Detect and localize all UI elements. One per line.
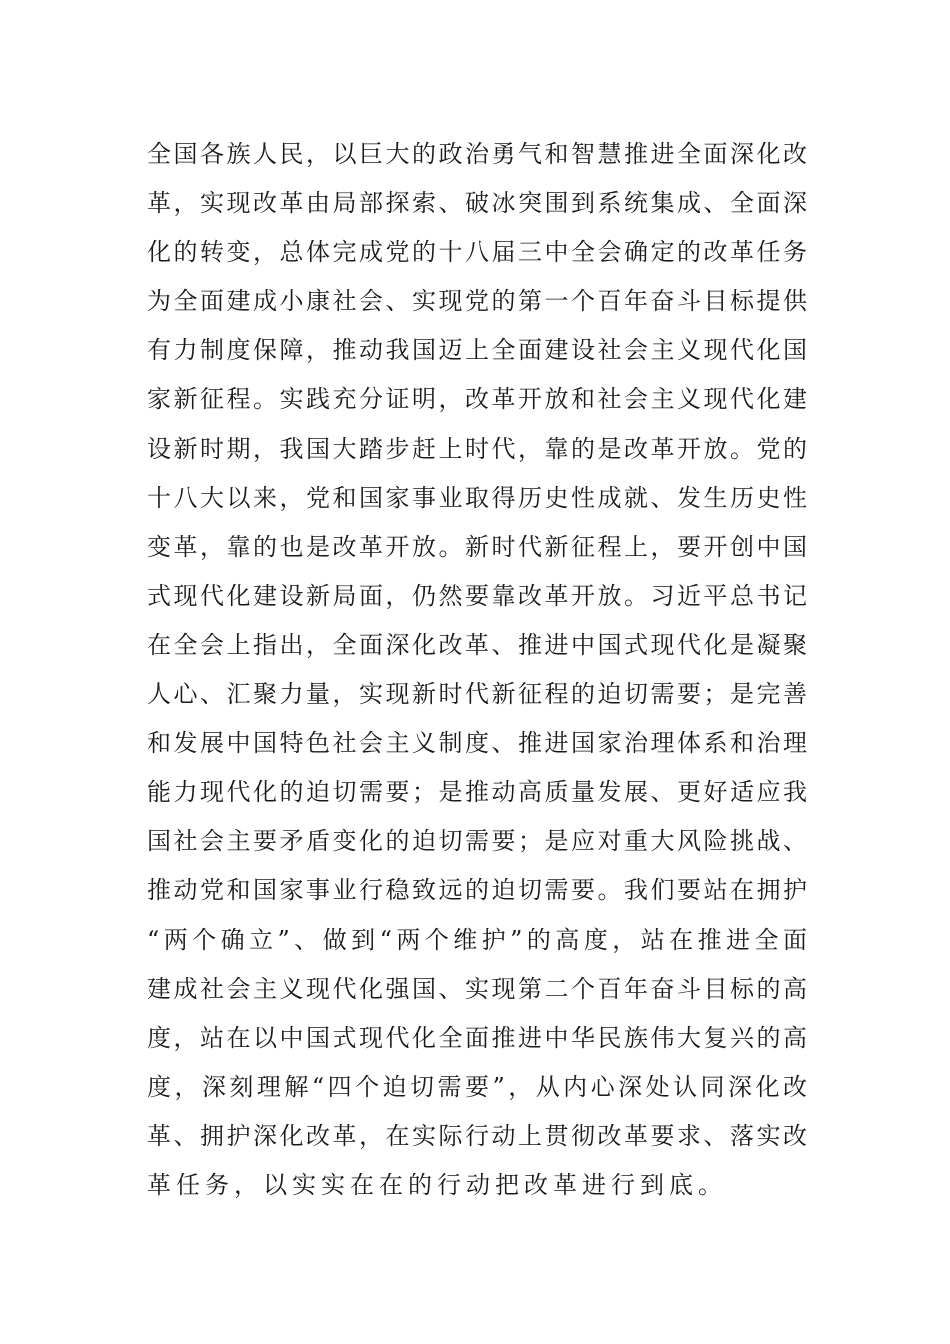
text-line-15: 国社会主要矛盾变化的迫切需要；是应对重大风险挑战、 — [147, 827, 807, 856]
text-line-17: “两个确立”、做到“两个维护”的高度，站在推进全面 — [147, 925, 807, 954]
text-line-6: 家新征程。实践充分证明，改革开放和社会主义现代化建 — [147, 385, 807, 414]
text-line-19: 度，站在以中国式现代化全面推进中华民族伟大复兴的高 — [147, 1023, 807, 1052]
text-line-16: 推动党和国家事业行稳致远的迫切需要。我们要站在拥护 — [147, 876, 807, 905]
text-line-13: 和发展中国特色社会主义制度、推进国家治理体系和治理 — [147, 729, 807, 758]
text-line-14: 能力现代化的迫切需要；是推动高质量发展、更好适应我 — [147, 778, 807, 807]
text-line-22: 革任务，以实实在在的行动把改革进行到底。 — [147, 1170, 727, 1199]
text-line-5: 有力制度保障，推动我国迈上全面建设社会主义现代化国 — [147, 336, 807, 365]
body-paragraph — [147, 130, 807, 1210]
text-line-10: 式现代化建设新局面，仍然要靠改革开放。习近平总书记 — [147, 581, 807, 610]
text-line-9: 变革，靠的也是改革开放。新时代新征程上，要开创中国 — [147, 532, 807, 561]
text-line-3: 化的转变，总体完成党的十八届三中全会确定的改革任务 — [147, 238, 807, 267]
text-line-2: 革，实现改革由局部探索、破冰突围到系统集成、全面深 — [147, 189, 807, 218]
text-line-11: 在全会上指出，全面深化改革、推进中国式现代化是凝聚 — [147, 630, 807, 659]
text-line-21: 革、拥护深化改革，在实际行动上贯彻改革要求、落实改 — [147, 1121, 807, 1150]
text-line-8: 十八大以来，党和国家事业取得历史性成就、发生历史性 — [147, 483, 807, 512]
text-line-18: 建成社会主义现代化强国、实现第二个百年奋斗目标的高 — [147, 974, 807, 1003]
text-line-7: 设新时期，我国大踏步赶上时代，靠的是改革开放。党的 — [147, 434, 807, 463]
text-line-1: 全国各族人民，以巨大的政治勇气和智慧推进全面深化改 — [147, 140, 807, 168]
text-line-4: 为全面建成小康社会、实现党的第一个百年奋斗目标提供 — [147, 287, 807, 316]
text-line-12: 人心、汇聚力量，实现新时代新征程的迫切需要；是完善 — [147, 680, 807, 709]
text-line-20: 度，深刻理解“四个迫切需要”，从内心深处认同深化改 — [147, 1072, 807, 1101]
